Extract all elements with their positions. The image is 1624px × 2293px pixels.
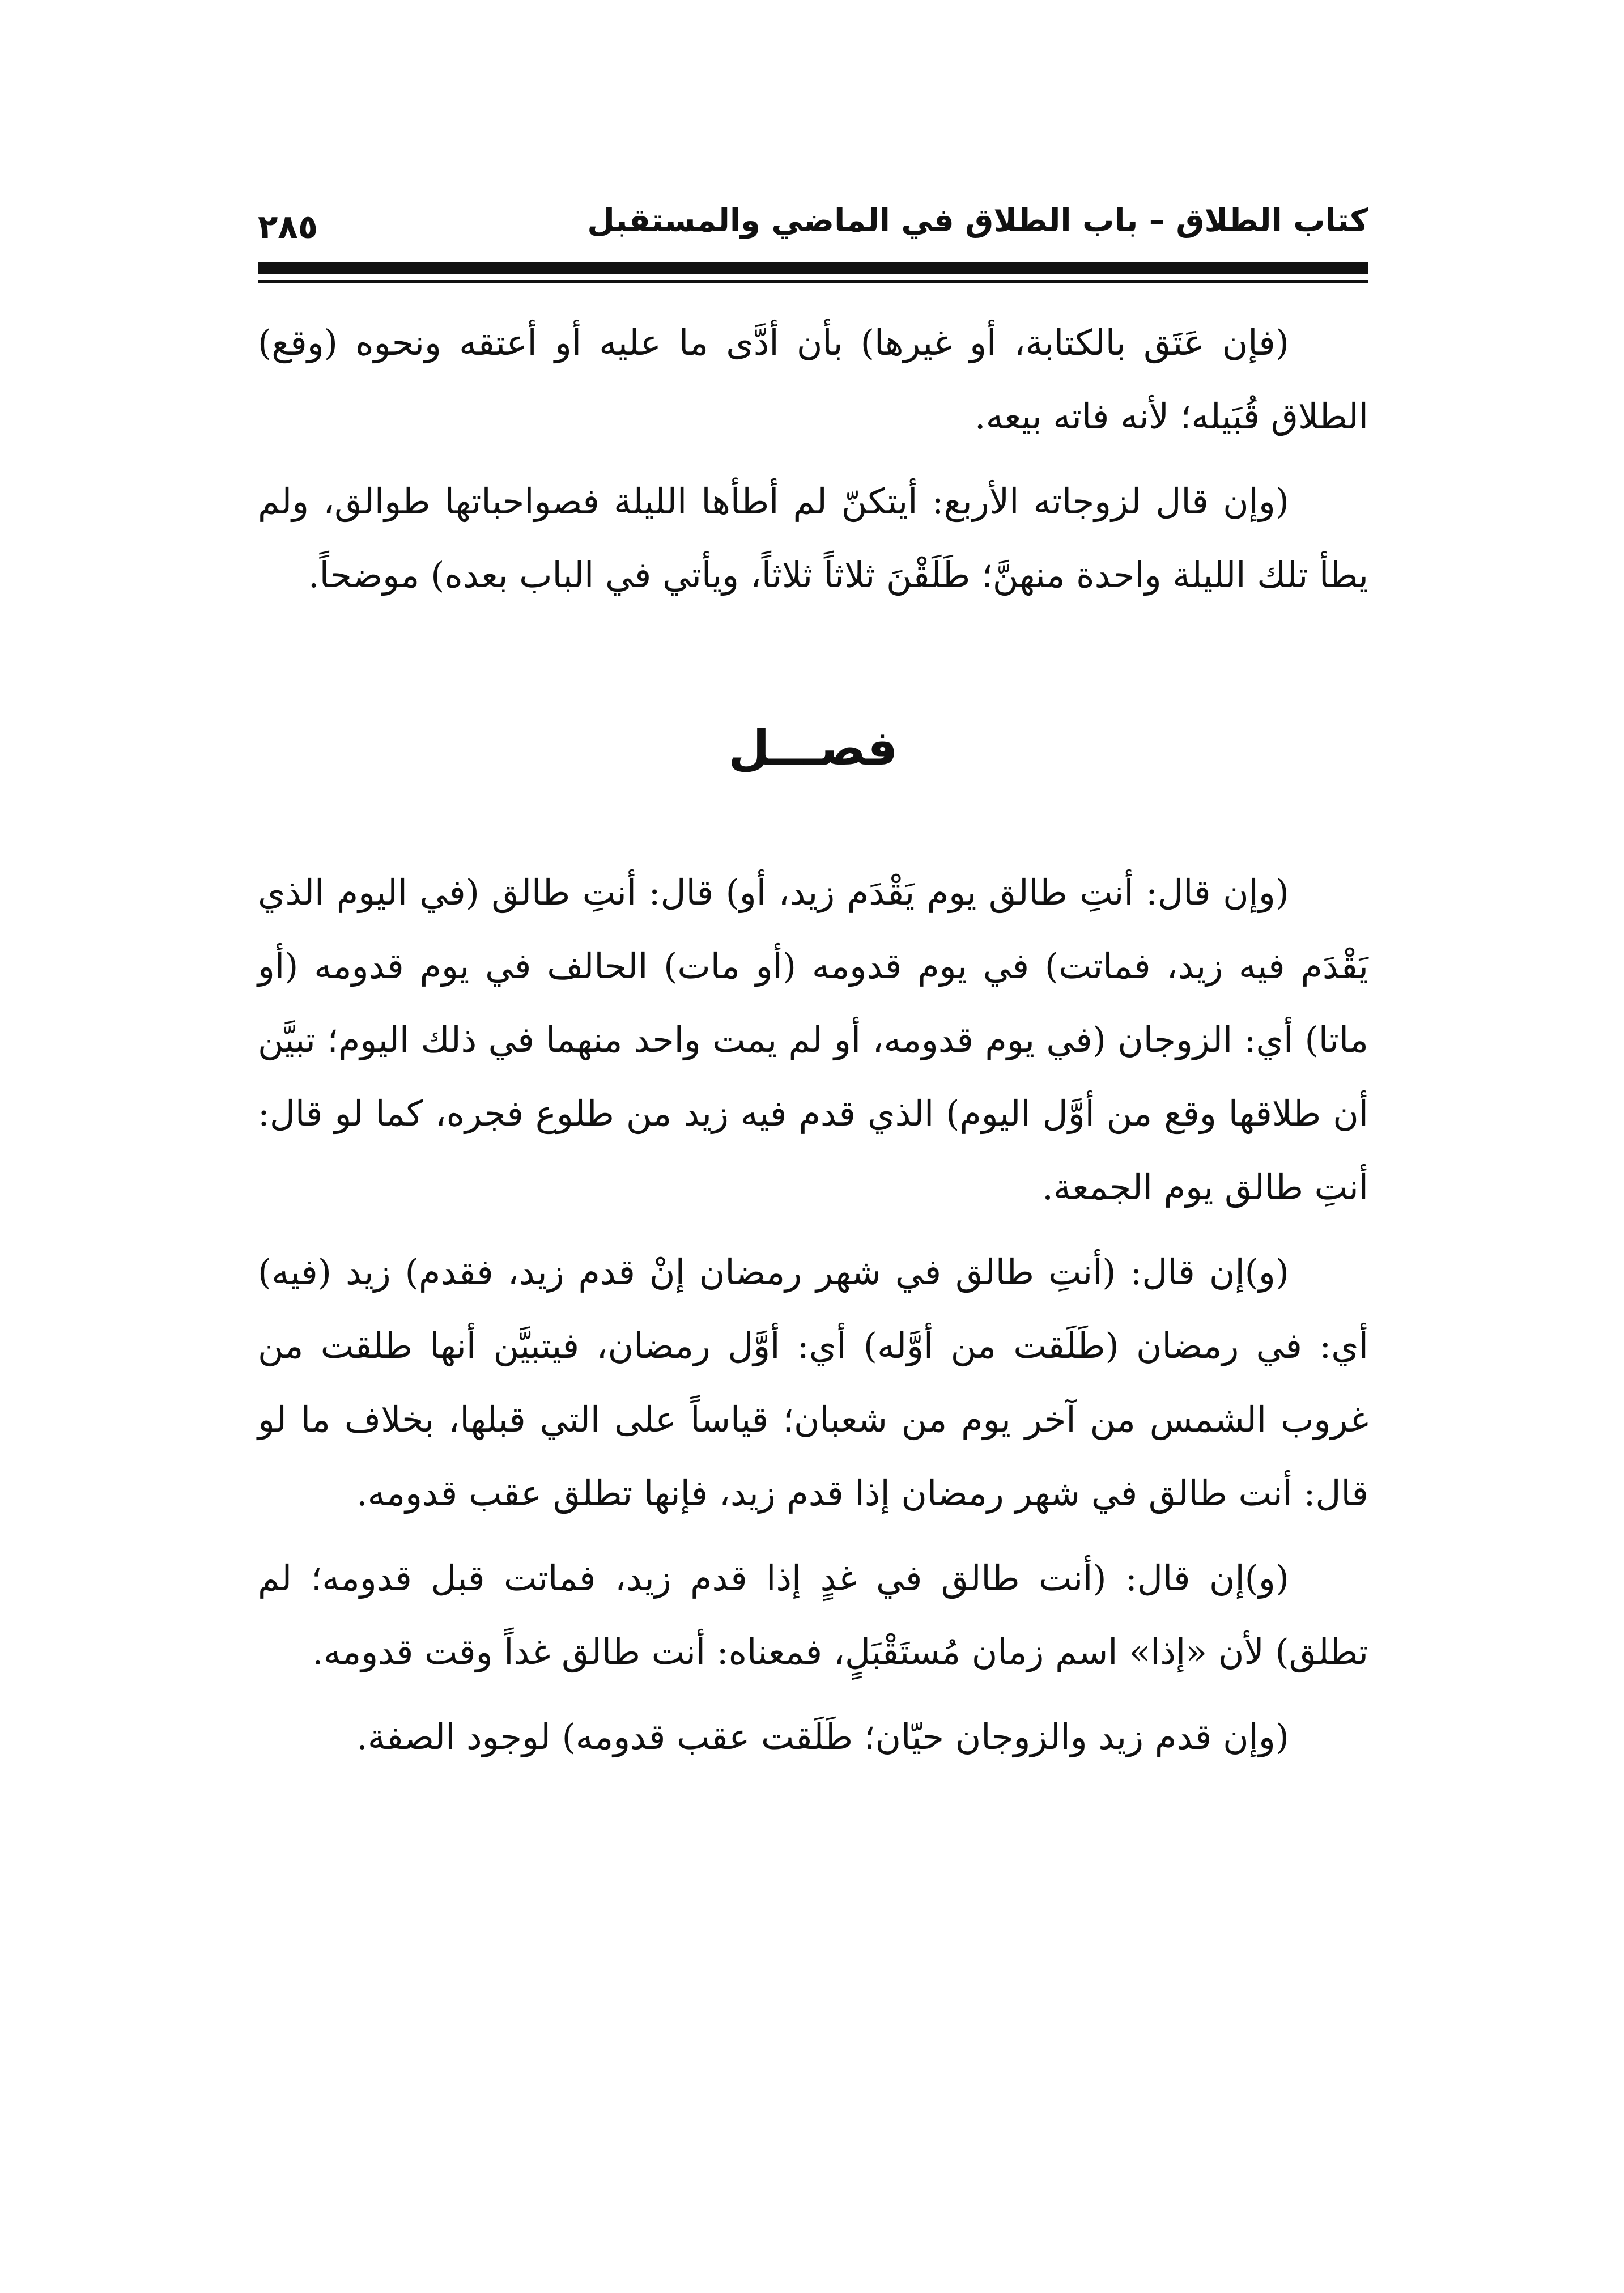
header-title: كتاب الطلاق – باب الطلاق في الماضي والمستقبل xyxy=(587,202,1368,239)
paragraph: (وإن قال لزوجاته الأربع: أيتكنّ لم أطأها الليلة فصواحباتها طوالق، ولم يطأ تلك الليلة واحدة منهنَّ؛ طَلَقْنَ ثلاثاً ثلاثاً، ويأتي في الباب بعده) موضحاً. xyxy=(258,481,1368,596)
header-rule-thin xyxy=(258,280,1368,283)
body-text xyxy=(258,306,1368,1785)
header-rule-thick xyxy=(258,262,1368,274)
page-number: ٢٨٥ xyxy=(258,207,318,246)
paragraph: (و)إن قال: (أنتِ طالق في شهر رمضان إنْ قدم زيد، فقدم) زيد (فيه) أي: في رمضان (طَلَقت من أوَّله) أي: أوَّل رمضان، فيتبيَّن أنها طلقت من غروب الشمس من آخر يوم من شعبان؛ قياساً على التي قبلها، بخلاف ما لو قال: أنت طالق في شهر رمضان إذا قدم زيد، فإنها تطلق عقب قدومه. xyxy=(258,1251,1368,1514)
paragraph: (وإن قال: أنتِ طالق يوم يَقْدَم زيد، أو) قال: أنتِ طالق (في اليوم الذي يَقْدَم فيه زيد، فماتت) في يوم قدومه (أو مات) الحالف في يوم قدومه (أو ماتا) أي: الزوجان (في يوم قدومه، أو لم يمت واحد منهما في ذلك اليوم؛ تبيَّن أن طلاقها وقع من أوَّل اليوم) الذي قدم فيه زيد من طلوع فجره، كما لو قال: أنتِ طالق يوم الجمعة. xyxy=(258,872,1368,1208)
section-heading: فصـــل xyxy=(728,720,898,776)
paragraph: (و)إن قال: (أنت طالق في غدٍ إذا قدم زيد، فماتت قبل قدومه؛ لم تطلق) لأن «إذا» اسم زمان مُستَقْبَلٍ، فمعناه: أنت طالق غداً وقت قدومه. xyxy=(258,1557,1368,1672)
running-header xyxy=(258,196,1368,258)
paragraph: (فإن عَتَق بالكتابة، أو غيرها) بأن أدَّى ما عليه أو أعتقه ونحوه (وقع) الطلاق قُبَيله؛ لأنه فاته بيعه. xyxy=(258,322,1368,437)
paragraph: (وإن قدم زيد والزوجان حيّان؛ طَلَقت عقب قدومه) لوجود الصفة. xyxy=(356,1716,1289,1757)
